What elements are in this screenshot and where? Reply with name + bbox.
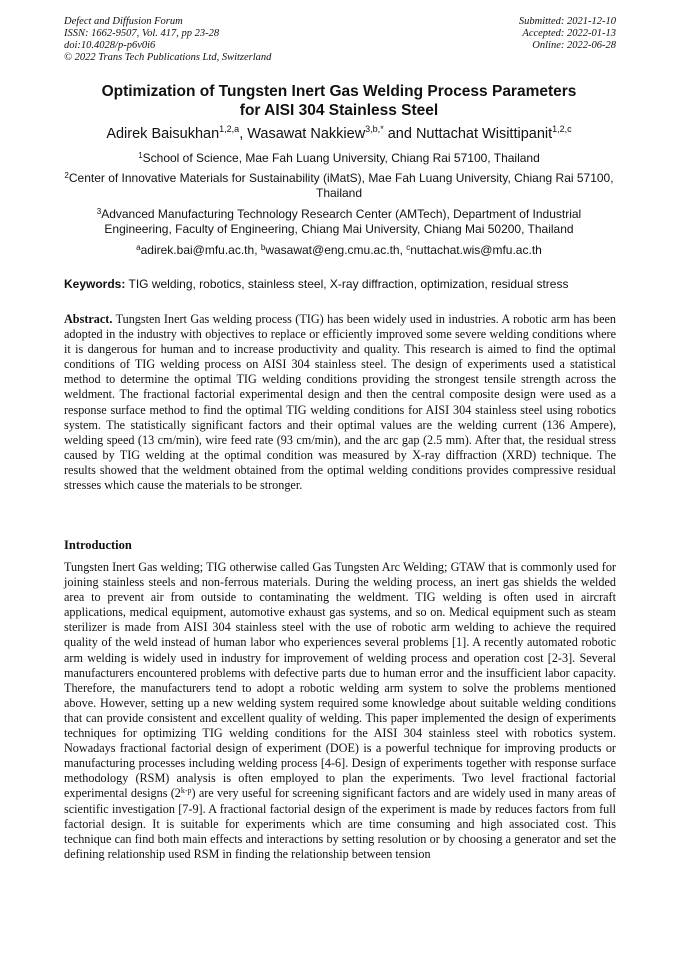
section-heading-introduction: Introduction — [64, 538, 132, 552]
affiliation-sup: 3 — [96, 207, 102, 216]
author-sup: 1,2,a — [219, 124, 240, 134]
email-sup: c — [406, 243, 411, 252]
keywords — [64, 277, 616, 292]
affiliation-3 — [64, 207, 614, 237]
author-sup: 1,2,c — [552, 124, 572, 134]
title-line-2: for AISI 304 Stainless Steel — [239, 102, 439, 119]
affiliation-sup: 1 — [138, 151, 143, 160]
email-link[interactable]: nuttachat.wis@mfu.ac.th — [410, 243, 542, 257]
email-link[interactable]: adirek.bai@mfu.ac.th — [140, 243, 255, 257]
dates-header — [519, 16, 616, 52]
email-link[interactable]: wasawat@eng.cmu.ac.th — [265, 243, 400, 257]
author-name: Adirek Baisukhan — [106, 126, 220, 142]
submitted-date: Submitted: 2021-12-10 — [518, 16, 616, 27]
affiliation-text: Advanced Manufacturing Technology Research Center (AMTech), Department of Industrial Engineering, Faculty of Engineering, Chiang Mai University, Chiang Mai 50200, Thailand — [101, 207, 582, 236]
accepted-date: Accepted: 2022-01-13 — [522, 28, 616, 39]
intro-superscript: k-p — [180, 786, 192, 796]
email-sup: a — [136, 243, 141, 252]
journal-header — [64, 16, 271, 64]
author-sup-text: 3,b, — [365, 124, 381, 134]
journal-doi: doi:10.4028/p-p6v0i6 — [64, 40, 156, 51]
email-sep: , — [399, 243, 407, 257]
online-date: Online: 2022-06-28 — [532, 40, 616, 51]
keywords-label: Keywords: — [64, 277, 126, 291]
journal-name: Defect and Diffusion Forum — [64, 16, 183, 27]
author-sep: , — [239, 126, 248, 142]
title-line-1: Optimization of Tungsten Inert Gas Welding Process Parameters — [101, 83, 577, 100]
affiliation-2 — [64, 171, 614, 201]
abstract-label: Abstract. — [64, 312, 113, 326]
abstract-text: Tungsten Inert Gas welding process (TIG) has been widely used in industries. A robotic arm has been adopted in the industry with objectives to replace or efficiently improved some severe welding conditions where it is dangerous for human and to increase productivity and quality. This research is aimed to find the optimal conditions of TIG welding process on AISI 304 stainless steel. The design of experiments used a statistical method to determine the optimal TIG welding conditions providing the strongest tensile strength across the weldment. The fractional factorial experimental design and then the central composite design were used as a response surface method to find the optimal TIG welding conditions for AISI 304 stainless steel using robotics system. The statistically significant factors and their optimal values are the welding current (136 Ampere), welding speed (13 cm/min), wire feed rate (93 cm/min), and the arc gap (2.5 mm). After that, the residual stress caused by TIG welding at the optimal condition was measured by X-ray diffraction (XRD) technique. The results showed that the weldment obtained from the optimal welding conditions provides compressive residual stresses which cause the materials to be stronger. — [64, 312, 616, 493]
abstract — [64, 312, 616, 493]
affiliation-text: Center of Innovative Materials for Sustainability (iMatS), Mae Fah Luang University, Chiang Rai 57100, Thailand — [68, 171, 614, 200]
keywords-text: TIG welding, robotics, stainless steel, X-ray diffraction, optimization, residual stress — [128, 277, 569, 291]
author-sep: and — [383, 126, 416, 142]
email-sep: , — [254, 243, 261, 257]
affiliation-1 — [64, 151, 614, 166]
journal-issn: ISSN: 1662-9507, Vol. 417, pp 23-28 — [64, 28, 220, 39]
introduction-body — [64, 560, 616, 862]
email-list — [64, 243, 614, 258]
author-sup — [365, 124, 384, 134]
author-list — [64, 125, 614, 143]
intro-text-part1: Tungsten Inert Gas welding; TIG otherwise called Gas Tungsten Arc Welding; GTAW that is commonly used for joining stainless steels and non-ferrous materials. During the welding process, an inert gas shields the welded area to prevent air from outside to contaminating the weldment. TIG welding is often used in aircraft applications, medical equipment, automotive exhaust gas systems, and so on. Medical equipment such as steam sterilizer is made from AISI 304 stainless steel with the use of robotic arm welding to achieve the required quality of the weld instead of human labor who experiences several problems [1]. A recently automated robotic arm welding is widely used in industry for improvement of welding process and operation cost [2-3]. Several manufacturers encountered problems with defective parts due to human error and the insufficient labor capacity. Therefore, the manufacturers tend to adopt a robotic welding arm system to solve the problems mentioned above. However, setting up a new welding system required some knowledge about suitable welding conditions that can provide consistent and excellent quality of welding. This paper implemented the design of experiments techniques for optimizing TIG welding conditions for the AISI 304 stainless steel with robotics system. Nowadays fractional factorial design of experiment (DOE) is a powerful technique for improving products or manufacturing processes including welding process [4-6]. Design of experiments together with response surface methodology (RSM) analysis is often employed to plan the experiments. Two level fractional factorial experimental designs (2 — [64, 560, 616, 801]
affiliation-sup: 2 — [64, 171, 69, 180]
affiliation-text: School of Science, Mae Fah Luang University, Chiang Rai 57100, Thailand — [142, 151, 540, 165]
paper-title — [64, 82, 614, 120]
author-name: Nuttachat Wisittipanit — [415, 126, 553, 142]
email-sup: b — [260, 243, 266, 252]
author-name: Wasawat Nakkiew — [247, 126, 366, 142]
corresponding-star: * — [380, 124, 384, 134]
journal-copyright: © 2022 Trans Tech Publications Ltd, Switzerland — [64, 52, 272, 63]
intro-text-part2: ) are very useful for screening significant factors and are widely used in many areas of scientific investigation [7-9]. A fractional factorial design of the experiment is made by reduces factors from full factorial design. It is suitable for experiments which are time consuming and high associated cost. This technique can find both main effects and interactions by setting resolution or by choosing a generator and set the defining relationship used RSM in finding the relationship between tension — [64, 786, 616, 861]
